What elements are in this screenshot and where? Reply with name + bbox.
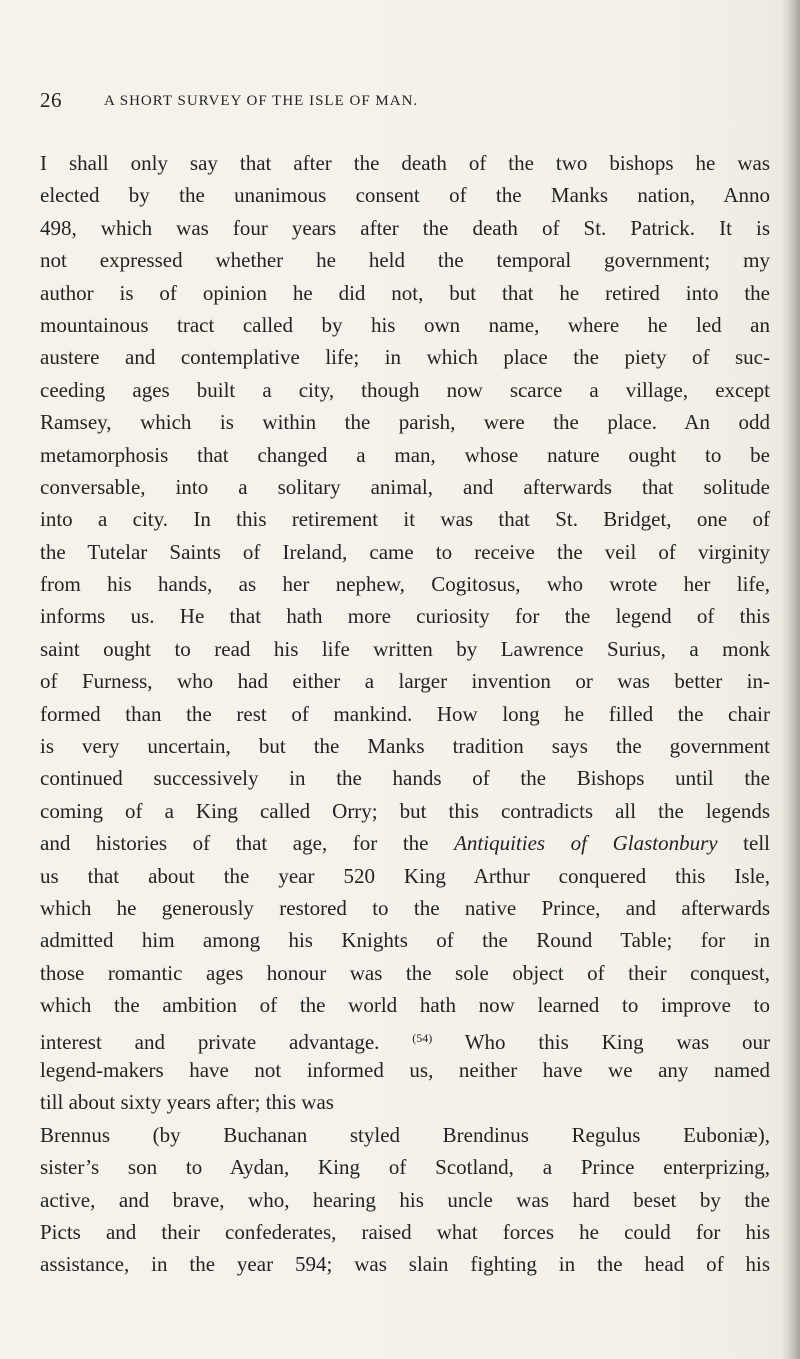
text-line: conversable, into a solitary animal, and afterwards that solitude: [40, 474, 770, 499]
text-line: informs us. He that hath more curiosity for the legend of this: [40, 604, 770, 629]
text-fragment: Who this King was our: [432, 1029, 770, 1054]
text-line: austere and contemplative life; in which place the piety of suc-: [40, 345, 770, 370]
text-line: ceeding ages built a city, though now scarce a village, except: [40, 377, 770, 402]
footnote-reference: (54): [412, 1030, 433, 1045]
text-line: those romantic ages honour was the sole object of their conquest,: [40, 960, 770, 985]
text-line: is very uncertain, but the Manks tradition says the government: [40, 734, 770, 759]
text-line-with-italic: [40, 827, 770, 859]
running-head: A SHORT SURVEY OF THE ISLE OF MAN.: [104, 93, 419, 109]
text-line: Picts and their confederates, raised what forces he could for his: [40, 1219, 770, 1244]
text-line: sister’s son to Aydan, King of Scotland, a Prince enterprizing,: [40, 1155, 770, 1180]
text-line: metamorphosis that changed a man, whose nature ought to be: [40, 442, 770, 467]
text-fragment: and histories of that age, for the: [40, 831, 455, 856]
text-line: legend-makers have not informed us, neither have we any named: [40, 1057, 770, 1082]
text-fragment: interest and private advantage.: [40, 1029, 413, 1054]
body-text: [40, 147, 770, 1281]
text-line: coming of a King called Orry; but this contradicts all the legends: [40, 798, 770, 823]
text-line-with-footnote: [40, 1022, 770, 1054]
text-line: continued successively in the hands of the Bishops until the: [40, 766, 770, 791]
text-line: admitted him among his Knights of the Round Table; for in: [40, 928, 770, 953]
text-line: into a city. In this retirement it was that St. Bridget, one of: [40, 507, 770, 532]
text-line: elected by the unanimous consent of the Manks nation, Anno: [40, 183, 770, 208]
page-edge-shadow: [782, 0, 800, 1359]
text-line: Ramsey, which is within the parish, were the place. An odd: [40, 410, 770, 435]
italic-title: Antiquities of Glastonbury: [454, 831, 718, 856]
text-line: till about sixty years after; this was: [40, 1090, 334, 1115]
text-line: 498, which was four years after the death of St. Patrick. It is: [40, 215, 770, 240]
text-line: which he generously restored to the native Prince, and afterwards: [40, 895, 770, 920]
text-line: mountainous tract called by his own name, where he led an: [40, 312, 770, 337]
text-line: us that about the year 520 King Arthur conquered this Isle,: [40, 863, 770, 888]
text-fragment: tell: [717, 831, 771, 856]
page-number: 26: [40, 88, 62, 112]
text-line: which the ambition of the world hath now learned to improve to: [40, 993, 770, 1018]
text-line: formed than the rest of mankind. How long he filled the chair: [40, 701, 770, 726]
text-line: of Furness, who had either a larger invention or was better in-: [40, 669, 770, 694]
page-header: [40, 88, 770, 118]
text-line: the Tutelar Saints of Ireland, came to receive the veil of virginity: [40, 539, 770, 564]
text-line: assistance, in the year 594; was slain fighting in the head of his: [40, 1252, 770, 1277]
text-line: from his hands, as her nephew, Cogitosus, who wrote her life,: [40, 572, 770, 597]
text-line: author is of opinion he did not, but that he retired into the: [40, 280, 770, 305]
text-line: not expressed whether he held the temporal government; my: [40, 248, 770, 273]
text-line: saint ought to read his life written by Lawrence Surius, a monk: [40, 636, 770, 661]
text-line: I shall only say that after the death of the two bishops he was: [40, 151, 770, 175]
text-line: active, and brave, who, hearing his uncle was hard beset by the: [40, 1187, 770, 1212]
text-line: Brennus (by Buchanan styled Brendinus Regulus Euboniæ),: [40, 1122, 770, 1147]
